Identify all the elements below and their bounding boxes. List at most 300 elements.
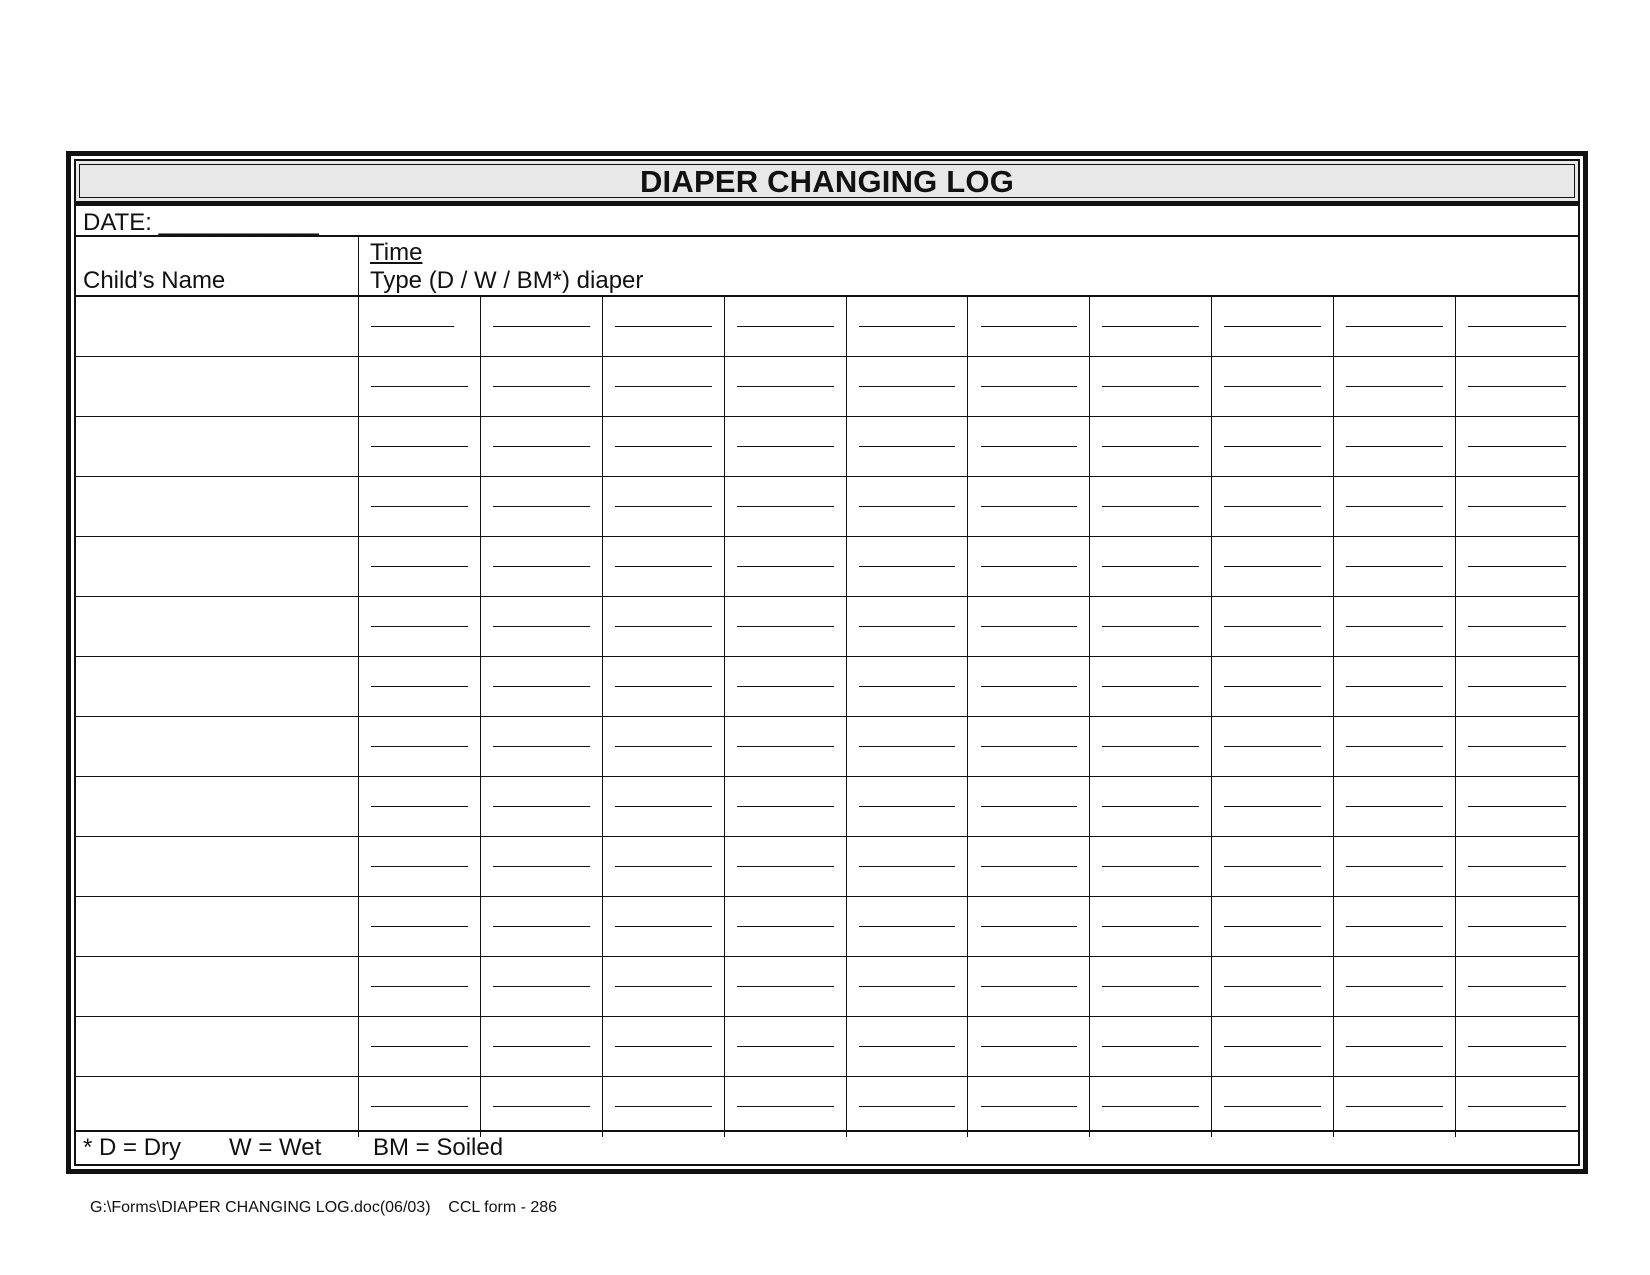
entry-blank-line bbox=[371, 566, 468, 567]
entry-blank-line bbox=[1102, 626, 1199, 627]
time-type-cell[interactable] bbox=[1334, 957, 1456, 1016]
entry-blank-line bbox=[493, 326, 590, 327]
time-type-cell[interactable] bbox=[481, 897, 603, 956]
entry-blank-line bbox=[371, 746, 468, 747]
entry-blank-line bbox=[981, 866, 1078, 867]
entry-blank-line bbox=[859, 926, 956, 927]
child-name-cell[interactable] bbox=[76, 777, 359, 836]
time-type-cell[interactable] bbox=[481, 657, 603, 716]
time-type-cell[interactable] bbox=[725, 777, 847, 836]
entry-blank-line bbox=[737, 506, 834, 507]
time-column-header: Time bbox=[370, 239, 423, 266]
entry-blank-line bbox=[859, 626, 956, 627]
time-type-cell[interactable] bbox=[1212, 657, 1334, 716]
time-type-cell[interactable] bbox=[359, 777, 481, 836]
time-type-cell[interactable] bbox=[969, 657, 1091, 716]
child-name-cell[interactable] bbox=[76, 657, 359, 716]
time-type-cell[interactable] bbox=[1090, 837, 1212, 896]
entry-blank-line bbox=[1102, 746, 1199, 747]
child-name-cell[interactable] bbox=[76, 957, 359, 1016]
time-type-cell[interactable] bbox=[481, 1017, 603, 1076]
time-type-cell[interactable] bbox=[1090, 777, 1212, 836]
time-type-cell[interactable] bbox=[1334, 717, 1456, 776]
time-type-cell[interactable] bbox=[725, 717, 847, 776]
time-type-cell[interactable] bbox=[359, 537, 481, 596]
entry-blank-line bbox=[859, 1106, 956, 1107]
time-type-cell[interactable] bbox=[847, 1077, 969, 1137]
entry-blank-line bbox=[1346, 986, 1443, 987]
time-type-cell[interactable] bbox=[1456, 897, 1578, 956]
time-type-cell[interactable] bbox=[481, 777, 603, 836]
entry-blank-line bbox=[615, 1046, 712, 1047]
entry-blank-line bbox=[737, 986, 834, 987]
child-name-cell[interactable] bbox=[76, 597, 359, 656]
entry-blank-line bbox=[493, 446, 590, 447]
time-type-cell[interactable] bbox=[1456, 477, 1578, 536]
entry-blank-line bbox=[1102, 566, 1199, 567]
time-type-cell[interactable] bbox=[1212, 1077, 1334, 1137]
time-type-cell[interactable] bbox=[359, 357, 481, 416]
entry-blank-line bbox=[615, 506, 712, 507]
header-divider bbox=[358, 237, 359, 295]
time-type-cell[interactable] bbox=[1090, 297, 1212, 356]
entry-blank-line bbox=[1346, 746, 1443, 747]
entry-blank-line bbox=[1224, 986, 1321, 987]
time-type-cell[interactable] bbox=[969, 1017, 1091, 1076]
entry-blank-line bbox=[859, 506, 956, 507]
entry-blank-line bbox=[615, 746, 712, 747]
entry-blank-line bbox=[1224, 446, 1321, 447]
time-type-cell[interactable] bbox=[725, 897, 847, 956]
time-type-cell[interactable] bbox=[603, 477, 725, 536]
date-row bbox=[76, 206, 1578, 237]
entry-blank-line bbox=[737, 806, 834, 807]
entry-blank-line bbox=[1468, 326, 1566, 327]
time-type-cell[interactable] bbox=[481, 837, 603, 896]
time-type-cell[interactable] bbox=[1456, 837, 1578, 896]
table-row bbox=[76, 1017, 1578, 1077]
child-name-cell[interactable] bbox=[76, 897, 359, 956]
time-type-cell[interactable] bbox=[1090, 477, 1212, 536]
entry-blank-line bbox=[1468, 986, 1566, 987]
entry-blank-line bbox=[859, 746, 956, 747]
time-type-cell[interactable] bbox=[481, 597, 603, 656]
entry-blank-line bbox=[493, 986, 590, 987]
time-type-cell[interactable] bbox=[1334, 537, 1456, 596]
time-type-cell[interactable] bbox=[725, 417, 847, 476]
time-type-cell[interactable] bbox=[847, 657, 969, 716]
time-type-cell[interactable] bbox=[1456, 357, 1578, 416]
date-field[interactable]: DATE: ____________ bbox=[83, 209, 319, 236]
table-row bbox=[76, 477, 1578, 537]
entry-blank-line bbox=[615, 926, 712, 927]
time-type-cell[interactable] bbox=[1456, 537, 1578, 596]
entry-blank-line bbox=[615, 866, 712, 867]
entry-blank-line bbox=[1468, 1106, 1566, 1107]
entry-blank-line bbox=[493, 866, 590, 867]
time-type-cell[interactable] bbox=[725, 657, 847, 716]
time-type-cell[interactable] bbox=[969, 297, 1091, 356]
time-type-cell[interactable] bbox=[1456, 777, 1578, 836]
time-type-cell[interactable] bbox=[1090, 717, 1212, 776]
entry-blank-line bbox=[1346, 506, 1443, 507]
time-type-cell[interactable] bbox=[603, 777, 725, 836]
time-type-cell[interactable] bbox=[1456, 297, 1578, 356]
entry-blank-line bbox=[859, 866, 956, 867]
time-type-cell[interactable] bbox=[1334, 597, 1456, 656]
entry-blank-line bbox=[1468, 866, 1566, 867]
time-type-cell[interactable] bbox=[969, 357, 1091, 416]
time-type-cell[interactable] bbox=[1334, 357, 1456, 416]
time-type-cell[interactable] bbox=[1090, 957, 1212, 1016]
time-type-cell[interactable] bbox=[847, 957, 969, 1016]
time-type-cell[interactable] bbox=[969, 717, 1091, 776]
entry-blank-line bbox=[1346, 626, 1443, 627]
time-type-cell[interactable] bbox=[481, 357, 603, 416]
time-type-cell[interactable] bbox=[1212, 597, 1334, 656]
child-name-cell[interactable] bbox=[76, 717, 359, 776]
time-type-cell[interactable] bbox=[1334, 1077, 1456, 1137]
time-type-cell[interactable] bbox=[359, 417, 481, 476]
entry-blank-line bbox=[1102, 926, 1199, 927]
table-row bbox=[76, 777, 1578, 837]
entry-blank-line bbox=[1102, 866, 1199, 867]
table-row bbox=[76, 537, 1578, 597]
entry-blank-line bbox=[981, 806, 1078, 807]
entry-blank-line bbox=[371, 926, 468, 927]
table-row bbox=[76, 957, 1578, 1017]
entry-blank-line bbox=[1468, 626, 1566, 627]
time-type-cell[interactable] bbox=[725, 1077, 847, 1137]
time-type-cell[interactable] bbox=[481, 957, 603, 1016]
time-type-cell[interactable] bbox=[847, 357, 969, 416]
entry-blank-line bbox=[981, 386, 1078, 387]
entry-blank-line bbox=[1102, 986, 1199, 987]
time-type-cell[interactable] bbox=[969, 597, 1091, 656]
entry-blank-line bbox=[371, 1106, 468, 1107]
time-type-cell[interactable] bbox=[969, 537, 1091, 596]
entry-blank-line bbox=[493, 1106, 590, 1107]
entry-blank-line bbox=[1224, 926, 1321, 927]
time-type-cell[interactable] bbox=[1334, 297, 1456, 356]
time-type-cell[interactable] bbox=[1090, 357, 1212, 416]
time-type-cell[interactable] bbox=[725, 357, 847, 416]
time-type-cell[interactable] bbox=[969, 777, 1091, 836]
time-type-cell[interactable] bbox=[359, 837, 481, 896]
entry-blank-line bbox=[859, 446, 956, 447]
entry-blank-line bbox=[615, 986, 712, 987]
table-row bbox=[76, 357, 1578, 417]
time-type-cell[interactable] bbox=[1456, 657, 1578, 716]
entry-blank-line bbox=[371, 686, 468, 687]
entry-blank-line bbox=[981, 446, 1078, 447]
entry-blank-line bbox=[371, 446, 468, 447]
entry-blank-line bbox=[493, 386, 590, 387]
entry-blank-line bbox=[371, 506, 468, 507]
entry-blank-line bbox=[615, 386, 712, 387]
entry-blank-line bbox=[859, 806, 956, 807]
entry-blank-line bbox=[615, 626, 712, 627]
legend-dry: * D = Dry bbox=[83, 1134, 182, 1161]
time-type-cell[interactable] bbox=[1456, 417, 1578, 476]
entry-blank-line bbox=[1102, 686, 1199, 687]
child-name-cell[interactable] bbox=[76, 1017, 359, 1076]
entry-blank-line bbox=[981, 566, 1078, 567]
time-type-cell[interactable] bbox=[1090, 897, 1212, 956]
entry-blank-line bbox=[1224, 806, 1321, 807]
time-type-cell[interactable] bbox=[847, 597, 969, 656]
entry-blank-line bbox=[1102, 1046, 1199, 1047]
time-type-cell[interactable] bbox=[1090, 597, 1212, 656]
time-type-cell[interactable] bbox=[481, 537, 603, 596]
diaper-log-form bbox=[66, 151, 1588, 1174]
legend-wet: W = Wet bbox=[229, 1134, 322, 1161]
time-type-cell[interactable] bbox=[1334, 777, 1456, 836]
entry-blank-line bbox=[1224, 746, 1321, 747]
time-type-cell[interactable] bbox=[969, 897, 1091, 956]
time-type-cell[interactable] bbox=[359, 1017, 481, 1076]
entry-blank-line bbox=[1468, 566, 1566, 567]
time-type-cell[interactable] bbox=[847, 537, 969, 596]
time-type-cell[interactable] bbox=[1456, 957, 1578, 1016]
time-type-cell[interactable] bbox=[603, 897, 725, 956]
time-type-cell[interactable] bbox=[1090, 1017, 1212, 1076]
time-type-cell[interactable] bbox=[359, 297, 481, 356]
time-type-cell[interactable] bbox=[969, 957, 1091, 1016]
time-type-cell[interactable] bbox=[725, 597, 847, 656]
time-type-cell[interactable] bbox=[725, 1017, 847, 1076]
entry-blank-line bbox=[1102, 326, 1199, 327]
entry-blank-line bbox=[493, 566, 590, 567]
time-type-cell[interactable] bbox=[1334, 897, 1456, 956]
entry-blank-line bbox=[1468, 806, 1566, 807]
entry-blank-line bbox=[737, 446, 834, 447]
entry-blank-line bbox=[1346, 686, 1443, 687]
time-type-cell[interactable] bbox=[847, 837, 969, 896]
time-type-cell[interactable] bbox=[1334, 477, 1456, 536]
time-type-cell[interactable] bbox=[725, 957, 847, 1016]
entry-blank-line bbox=[737, 1106, 834, 1107]
time-type-cell[interactable] bbox=[603, 837, 725, 896]
table-row bbox=[76, 897, 1578, 957]
time-type-cell[interactable] bbox=[847, 297, 969, 356]
time-type-cell[interactable] bbox=[481, 717, 603, 776]
entry-blank-line bbox=[981, 746, 1078, 747]
entry-blank-line bbox=[981, 926, 1078, 927]
time-type-cell[interactable] bbox=[359, 897, 481, 956]
table-row bbox=[76, 837, 1578, 897]
time-type-cell[interactable] bbox=[359, 957, 481, 1016]
type-column-header: Type (D / W / BM*) diaper bbox=[370, 267, 644, 294]
time-type-cell[interactable] bbox=[1090, 537, 1212, 596]
entry-blank-line bbox=[1102, 1106, 1199, 1107]
entry-blank-line bbox=[1346, 866, 1443, 867]
entry-blank-line bbox=[859, 326, 956, 327]
child-name-cell[interactable] bbox=[76, 537, 359, 596]
time-type-cell[interactable] bbox=[603, 657, 725, 716]
entry-blank-line bbox=[493, 746, 590, 747]
entry-blank-line bbox=[737, 686, 834, 687]
time-type-cell[interactable] bbox=[603, 297, 725, 356]
time-type-cell[interactable] bbox=[603, 957, 725, 1016]
entry-blank-line bbox=[737, 386, 834, 387]
time-type-cell[interactable] bbox=[847, 897, 969, 956]
time-type-cell[interactable] bbox=[481, 477, 603, 536]
entry-blank-line bbox=[371, 1046, 468, 1047]
time-type-cell[interactable] bbox=[847, 417, 969, 476]
time-type-cell[interactable] bbox=[359, 657, 481, 716]
entry-blank-line bbox=[1346, 566, 1443, 567]
time-type-cell[interactable] bbox=[1456, 1077, 1578, 1137]
entry-blank-line bbox=[1346, 386, 1443, 387]
time-type-cell[interactable] bbox=[359, 477, 481, 536]
time-type-cell[interactable] bbox=[1456, 597, 1578, 656]
time-type-cell[interactable] bbox=[1212, 957, 1334, 1016]
child-name-cell[interactable] bbox=[76, 837, 359, 896]
time-type-cell[interactable] bbox=[603, 717, 725, 776]
entry-blank-line bbox=[1102, 386, 1199, 387]
table-row bbox=[76, 717, 1578, 777]
entry-blank-line bbox=[737, 626, 834, 627]
table-row bbox=[76, 417, 1578, 477]
time-type-cell[interactable] bbox=[1212, 717, 1334, 776]
time-type-cell[interactable] bbox=[725, 537, 847, 596]
time-type-cell[interactable] bbox=[1212, 477, 1334, 536]
entry-blank-line bbox=[371, 806, 468, 807]
child-name-cell[interactable] bbox=[76, 297, 359, 356]
time-type-cell[interactable] bbox=[1334, 837, 1456, 896]
table-row bbox=[76, 297, 1578, 357]
time-type-cell[interactable] bbox=[1456, 717, 1578, 776]
entry-blank-line bbox=[859, 686, 956, 687]
time-type-cell[interactable] bbox=[359, 1077, 481, 1137]
child-name-cell[interactable] bbox=[76, 357, 359, 416]
child-name-column-header: Child’s Name bbox=[83, 267, 226, 294]
entry-blank-line bbox=[1102, 446, 1199, 447]
time-type-cell[interactable] bbox=[603, 417, 725, 476]
entry-blank-line bbox=[859, 566, 956, 567]
time-type-cell[interactable] bbox=[603, 597, 725, 656]
log-grid bbox=[76, 297, 1578, 1137]
time-type-cell[interactable] bbox=[1212, 537, 1334, 596]
entry-blank-line bbox=[1224, 686, 1321, 687]
entry-blank-line bbox=[737, 1046, 834, 1047]
entry-blank-line bbox=[493, 506, 590, 507]
entry-blank-line bbox=[737, 566, 834, 567]
entry-blank-line bbox=[737, 866, 834, 867]
entry-blank-line bbox=[1346, 806, 1443, 807]
time-type-cell[interactable] bbox=[969, 837, 1091, 896]
time-type-cell[interactable] bbox=[359, 717, 481, 776]
entry-blank-line bbox=[1102, 506, 1199, 507]
time-type-cell[interactable] bbox=[847, 477, 969, 536]
time-type-cell[interactable] bbox=[847, 1017, 969, 1076]
time-type-cell[interactable] bbox=[847, 777, 969, 836]
time-type-cell[interactable] bbox=[847, 717, 969, 776]
time-type-cell[interactable] bbox=[1212, 837, 1334, 896]
child-name-cell[interactable] bbox=[76, 1077, 359, 1137]
footer-file-reference: G:\Forms\DIAPER CHANGING LOG.doc(06/03) CCL form - 286 bbox=[90, 1199, 558, 1216]
entry-blank-line bbox=[1468, 1046, 1566, 1047]
time-type-cell[interactable] bbox=[359, 597, 481, 656]
form-inner-border bbox=[74, 159, 1580, 1166]
entry-blank-line bbox=[1224, 386, 1321, 387]
time-type-cell[interactable] bbox=[1212, 897, 1334, 956]
entry-blank-line bbox=[493, 686, 590, 687]
table-row bbox=[76, 657, 1578, 717]
child-name-cell[interactable] bbox=[76, 477, 359, 536]
entry-blank-line bbox=[981, 506, 1078, 507]
time-type-cell[interactable] bbox=[1090, 417, 1212, 476]
entry-blank-line bbox=[371, 866, 468, 867]
entry-blank-line bbox=[737, 326, 834, 327]
entry-blank-line bbox=[1224, 326, 1321, 327]
entry-blank-line bbox=[1468, 686, 1566, 687]
entry-blank-line bbox=[981, 686, 1078, 687]
entry-blank-line bbox=[737, 746, 834, 747]
time-type-cell[interactable] bbox=[481, 297, 603, 356]
time-type-cell[interactable] bbox=[1212, 297, 1334, 356]
time-type-cell[interactable] bbox=[969, 417, 1091, 476]
time-type-cell[interactable] bbox=[1212, 357, 1334, 416]
time-type-cell[interactable] bbox=[1456, 1017, 1578, 1076]
table-row bbox=[76, 597, 1578, 657]
time-type-cell[interactable] bbox=[1090, 657, 1212, 716]
time-type-cell[interactable] bbox=[725, 837, 847, 896]
entry-blank-line bbox=[737, 926, 834, 927]
entry-blank-line bbox=[859, 986, 956, 987]
child-name-cell[interactable] bbox=[76, 417, 359, 476]
entry-blank-line bbox=[1346, 926, 1443, 927]
time-type-cell[interactable] bbox=[1334, 657, 1456, 716]
entry-blank-line bbox=[1468, 446, 1566, 447]
time-type-cell[interactable] bbox=[969, 477, 1091, 536]
time-type-cell[interactable] bbox=[725, 297, 847, 356]
time-type-cell[interactable] bbox=[603, 1017, 725, 1076]
title-bar bbox=[76, 161, 1578, 206]
entry-blank-line bbox=[1468, 746, 1566, 747]
time-type-cell[interactable] bbox=[603, 357, 725, 416]
entry-blank-line bbox=[615, 806, 712, 807]
entry-blank-line bbox=[1224, 566, 1321, 567]
entry-blank-line bbox=[1346, 446, 1443, 447]
time-type-cell[interactable] bbox=[969, 1077, 1091, 1137]
entry-blank-line bbox=[1224, 866, 1321, 867]
time-type-cell[interactable] bbox=[481, 417, 603, 476]
time-type-cell[interactable] bbox=[1212, 417, 1334, 476]
entry-blank-line bbox=[859, 386, 956, 387]
entry-blank-line bbox=[1468, 926, 1566, 927]
time-type-cell[interactable] bbox=[1212, 777, 1334, 836]
time-type-cell[interactable] bbox=[1334, 417, 1456, 476]
time-type-cell[interactable] bbox=[1090, 1077, 1212, 1137]
entry-blank-line bbox=[493, 926, 590, 927]
entry-blank-line bbox=[981, 986, 1078, 987]
entry-blank-line bbox=[371, 626, 468, 627]
entry-blank-line bbox=[371, 386, 468, 387]
entry-blank-line bbox=[1346, 326, 1443, 327]
time-type-cell[interactable] bbox=[725, 477, 847, 536]
entry-blank-line bbox=[1346, 1106, 1443, 1107]
time-type-cell[interactable] bbox=[603, 537, 725, 596]
time-type-cell[interactable] bbox=[1212, 1017, 1334, 1076]
time-type-cell[interactable] bbox=[1334, 1017, 1456, 1076]
time-type-cell[interactable] bbox=[603, 1077, 725, 1137]
time-type-cell[interactable] bbox=[481, 1077, 603, 1137]
entry-blank-line bbox=[1224, 626, 1321, 627]
entry-blank-line bbox=[1102, 806, 1199, 807]
entry-blank-line bbox=[615, 566, 712, 567]
